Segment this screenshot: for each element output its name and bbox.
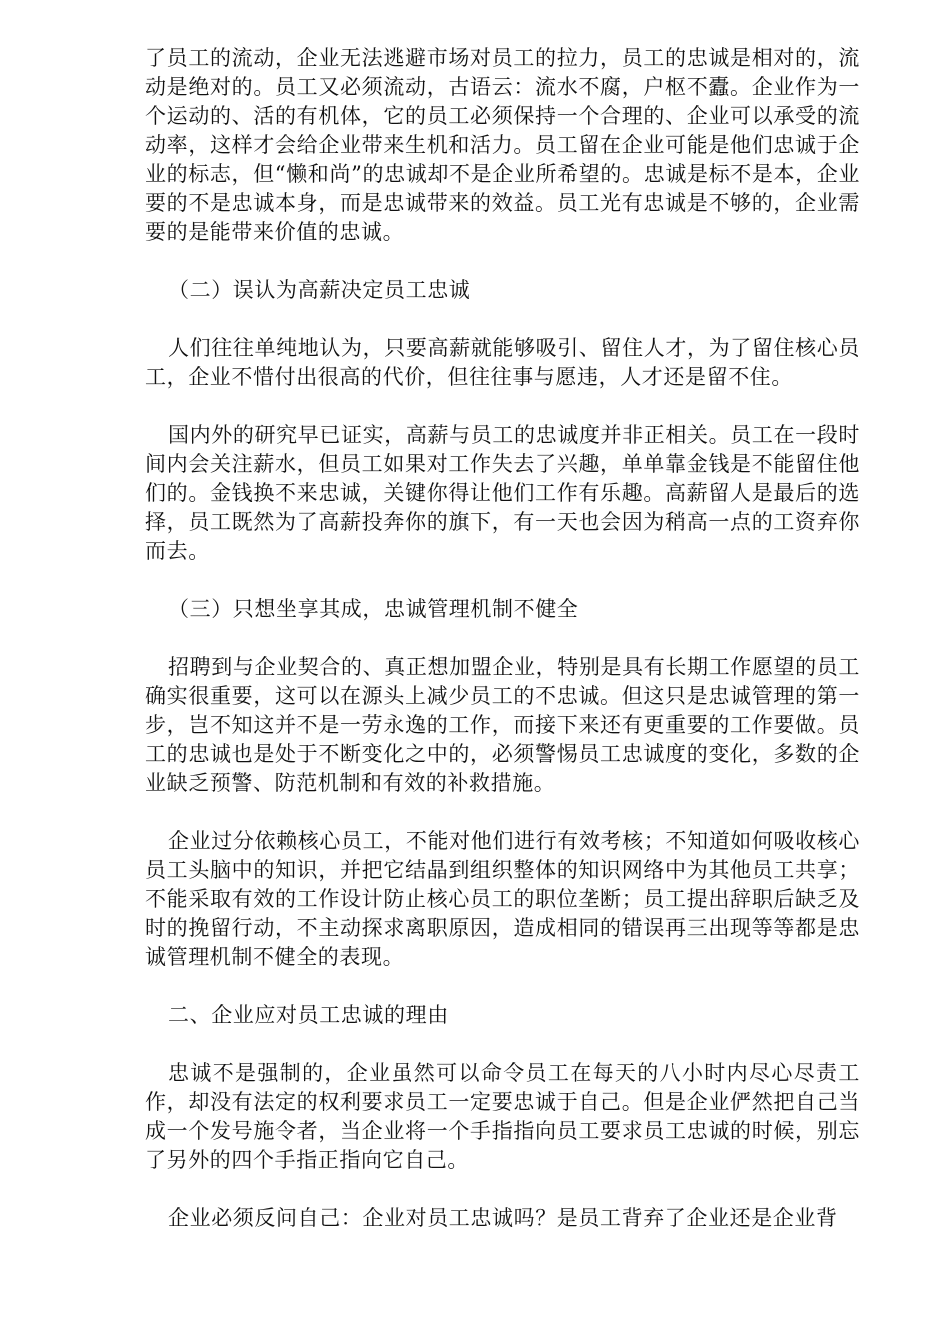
section-heading-reasons: 二、企业应对员工忠诚的理由: [168, 1003, 449, 1027]
section-heading-loyalty-mechanism: （三）只想坐享其成，忠诚管理机制不健全: [168, 597, 579, 621]
paragraph: 企业过分依赖核心员工，不能对他们进行有效考核；不知道如何吸收核心员工头脑中的知识，并把它结晶到组织整体的知识网络中为其他员工共享；不能采取有效的工作设计防止核心员工的职位垄断；员工提出辞职后缺乏及时的挽留行动，不主动探求离职原因，造成相同的错误再三出现等等都是忠诚管理机制不健全的表现。: [145, 829, 860, 969]
document-body: [145, 44, 860, 1262]
paragraph-continued: 了员工的流动，企业无法逃避市场对员工的拉力，员工的忠诚是相对的，流动是绝对的。员工又必须流动，古语云：流水不腐，户枢不蠹。企业作为一个运动的、活的有机体，它的员工必须保持一个合理的、企业可以承受的流动率，这样才会给企业带来生机和活力。员工留在企业可能是他们忠诚于企业的标志，但“懒和尚”的忠诚却不是企业所希望的。忠诚是标不是本，企业要的不是忠诚本身，而是忠诚带来的效益。员工光有忠诚是不够的，企业需要的是能带来价值的忠诚。: [145, 46, 860, 244]
paragraph: 人们往往单纯地认为，只要高薪就能够吸引、留住人才，为了留住核心员工，企业不惜付出很高的代价，但往往事与愿违，人才还是留不住。: [145, 336, 860, 389]
paragraph-truncated: 企业必须反问自己：企业对员工忠诚吗？是员工背弃了企业还是企业背: [168, 1206, 838, 1230]
paragraph: 国内外的研究早已证实，高薪与员工的忠诚度并非正相关。员工在一段时间内会关注薪水，但员工如果对工作失去了兴趣，单单靠金钱是不能留住他们的。金钱换不来忠诚，关键你得让他们工作有乐趣。高薪留人是最后的选择，员工既然为了高薪投奔你的旗下，有一天也会因为稍高一点的工资弃你而去。: [145, 423, 860, 563]
paragraph: 忠诚不是强制的，企业虽然可以命令员工在每天的八小时内尽心尽责工作，却没有法定的权利要求员工一定要忠诚于自己。但是企业俨然把自己当成一个发号施令者，当企业将一个手指指向员工要求员工忠诚的时候，别忘了另外的四个手指正指向它自己。: [145, 1061, 860, 1172]
section-heading-high-salary: （二）误认为高薪决定员工忠诚: [168, 278, 471, 302]
paragraph: 招聘到与企业契合的、真正想加盟企业，特别是具有长期工作愿望的员工确实很重要，这可以在源头上减少员工的不忠诚。但这只是忠诚管理的第一步，岂不知这并不是一劳永逸的工作，而接下来还有更重要的工作要做。员工的忠诚也是处于不断变化之中的，必须警惕员工忠诚度的变化，多数的企业缺乏预警、防范机制和有效的补救措施。: [145, 655, 860, 795]
